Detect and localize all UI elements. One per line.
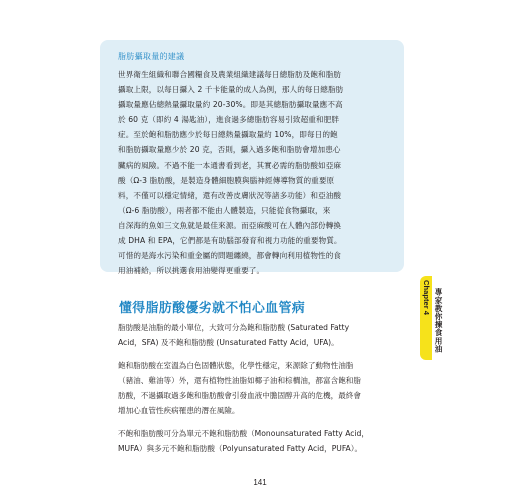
info-box-line: 和脂肪攝取量應少於 20 克，否則，攝入過多飽和脂肪會增加患心	[118, 145, 341, 155]
body-paragraph	[118, 320, 404, 350]
info-box-body	[118, 67, 388, 278]
info-box-line: 成 DHA 和 EPA，它們都是有助腦部發育和視力功能的重要物質。	[118, 236, 342, 246]
paragraph-line: Acid，SFA) 及不飽和脂肪酸 (Unsaturated Fatty Acid，UFA)。	[118, 338, 339, 348]
info-box-line: 可惜的是海水污染和重金屬的問題纏繞，都會轉向利用植物性的食	[118, 251, 342, 261]
info-box-line: 用油補給，所以挑選食用油變得更重要了。	[118, 266, 265, 276]
paragraph-line: MUFA）與多元不飽和脂肪酸（Polyunsaturated Fatty Acid，PUFA）。	[118, 444, 363, 454]
paragraph-line: 增加心血管性疾病罹患的潛在風險。	[118, 406, 240, 416]
info-box-line: 自深海的魚如三文魚就是最佳來源。而亞麻酸可在人體內部份轉換	[118, 220, 342, 230]
info-box-line: 症。至於飽和脂肪應少於每日總熱量攝取量約 10%，即每日的飽	[118, 130, 338, 140]
paragraph-line: （豬油、雞油等）外，還有植物性油脂如椰子油和棕櫚油，都富含飽和脂	[118, 376, 361, 386]
info-box-line: 於 60 克（即約 4 湯匙油），進食過多總脂肪容易引致超重和肥胖	[118, 115, 340, 125]
paragraph-line: 飽和脂肪酸在室溫為白色固體狀態，化學性穩定，來源除了動物性油脂	[118, 361, 354, 370]
paragraph-line: 不飽和脂肪酸可分為單元不飽和脂肪酸（Monounsaturated Fatty Acid，	[118, 429, 369, 438]
info-box-title: 脂肪攝取量的建議	[118, 52, 185, 61]
info-box-line: 臟病的風險。不過不能一本通書看到老，其實必需的脂肪酸如亞麻	[118, 160, 342, 170]
paragraph-line: 肪酸，不過攝取過多飽和脂肪酸會引發血液中膽固醇升高的危機，最終會	[118, 391, 361, 401]
info-box-line: （Ω-6 脂肪酸），兩者都不能由人體製造，只能從食物攝取，來	[118, 205, 331, 215]
info-box-line: 世界衛生組織和聯合國糧食及農業組織建議每日總脂肪及飽和脂肪	[118, 70, 342, 79]
info-box-line: 攝取上限，以每日攝入 2 千卡能量的成人為例，那人的每日總脂肪	[118, 85, 344, 95]
paragraph-line: 脂肪酸是油脂的最小單位，大致可分為飽和脂肪酸 (Saturated Fatty	[118, 323, 350, 332]
body-paragraph	[118, 358, 404, 418]
info-box-line: 酸（Ω-3 脂肪酸，是製造身體細胞膜與腦神經傳導物質的重要原	[118, 175, 335, 185]
info-box-line: 料，不僅可以穩定情緒，還有改善皮膚狀況等諸多功能）和亞油酸	[118, 190, 342, 200]
chapter-title: 專家教你揀食用油	[434, 288, 443, 353]
page-number: 141	[253, 478, 267, 487]
chapter-tab-label: Chapter 4	[422, 280, 431, 316]
info-box-line: 攝取量應佔總熱量攝取量約 20-30%。即是其總脂肪攝取量應不高	[118, 100, 343, 110]
section-heading: 懂得脂肪酸優劣就不怕心血管病	[119, 301, 306, 316]
body-paragraph	[118, 426, 404, 456]
